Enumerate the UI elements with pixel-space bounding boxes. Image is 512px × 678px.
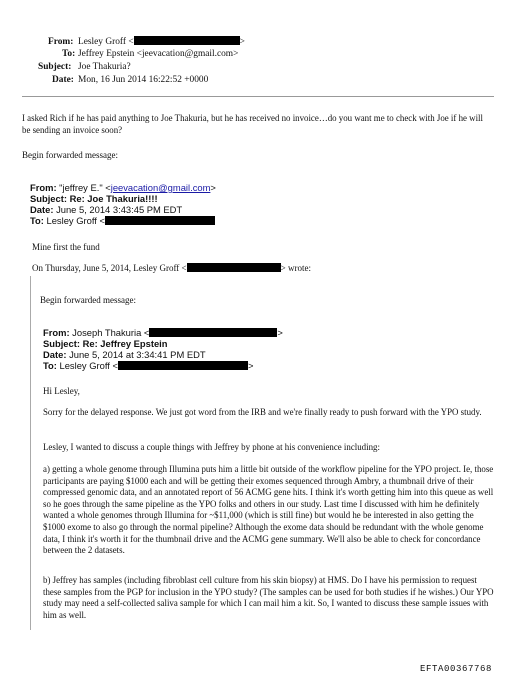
- redaction-box: [149, 328, 277, 337]
- fwd2-date-value: June 5, 2014 at 3:34:41 PM EDT: [69, 349, 206, 360]
- fwd2-from-value: Joseph Thakuria <: [72, 327, 150, 338]
- fwd1-from-tail: >: [210, 182, 216, 193]
- redaction-box: [105, 216, 215, 225]
- letter-paragraph-2: Lesley, I wanted to discuss a couple things with Jeffrey by phone at his convenience including:: [43, 442, 380, 452]
- fwd1-to-value: Lesley Groff <: [46, 215, 105, 226]
- fwd2-from-label: From:: [43, 327, 70, 338]
- begin-forwarded-1: Begin forwarded message:: [22, 150, 118, 160]
- letter-paragraph-1: Sorry for the delayed response. We just got word from the IRB and we're finally ready to push forward with the YPO study.: [43, 407, 482, 417]
- body-paragraph: I asked Rich if he has paid anything to Joe Thakuria, but he has received no invoice…do you want me to check with Joe if he will be sending an invoice soon?: [22, 113, 483, 135]
- fwd1-subject-row: [30, 193, 158, 204]
- redaction-box: [118, 361, 248, 370]
- fwd2-to-tail: >: [247, 360, 254, 371]
- header-to-value: Jeffrey Epstein <jeevacation@gmail.com>: [78, 49, 239, 59]
- fwd1-to-row: [30, 215, 215, 226]
- header-divider: [22, 96, 494, 97]
- header-date-label: Date:: [52, 75, 74, 85]
- fwd1-wrote-line: [32, 262, 311, 274]
- fwd2-from-row: [43, 327, 283, 338]
- fwd2-date-row: [43, 349, 206, 360]
- header-from-value: Lesley Groff <: [78, 37, 134, 47]
- fwd2-to-row: [43, 360, 253, 371]
- redaction-box: [187, 263, 281, 272]
- begin-forwarded-2: Begin forwarded message:: [40, 295, 136, 305]
- letter-paragraph-4: b) Jeffrey has samples (including fibroblast cell culture from his skin biopsy) at HMS. Do I have his permission to request these samples from the PGP for inclusion in the YPO study? (The samples can be used for both studies if he wishes.) Our YPO study may need a self-collected saliva sample for which I can mail him a kit. So, I wanted to discuss these sample issues with him as well.: [43, 575, 494, 620]
- fwd1-from-row: [30, 182, 216, 193]
- fwd2-date-label: Date:: [43, 349, 67, 360]
- fwd1-wrote-post: > wrote:: [280, 263, 311, 273]
- fwd1-email-link[interactable]: jeevacation@gmail.com: [110, 182, 211, 193]
- header-from-label: From:: [48, 37, 74, 47]
- letter-paragraph-3: a) getting a whole genome through Illumina puts him a little bit outside of the workflow pipeline for the YPO project. Ie, those participants are paying $1000 each and will be getting their exomes sequenced through Ambry, a thumbnail drive of their compressed genomic data, and an annotated report of 56 ACMG gene hits. I think it's worth getting him into this queue as well so he goes through the same pipeline as the YPO folks and others in our study. Last time I discussed with him he definitely wanted a whole genomes through Illumina for ~$11,000 (which is still fine) but would he be interested in also getting the $1000 exome to also go through the normal pipeline? Although the exome data should be redundant with the whole genome data, I think it's worth it for the thumbnail drive and the ACMG gene summary. We'll also be able to check for concordance between the 2 datasets.: [43, 464, 494, 556]
- fwd2-to-label: To:: [43, 360, 57, 371]
- fwd1-from-label: From:: [30, 182, 57, 193]
- fwd1-date-value: June 5, 2014 3:43:45 PM EDT: [56, 204, 183, 215]
- fwd2-from-tail: >: [277, 327, 283, 338]
- redaction-box: [134, 36, 240, 45]
- fwd1-date-row: [30, 204, 182, 215]
- fwd1-date-label: Date:: [30, 204, 54, 215]
- fwd1-message-text: Mine first the fund: [32, 242, 100, 252]
- quote-bar: [30, 276, 31, 630]
- fwd2-subject-value: Re: Jeffrey Epstein: [82, 338, 168, 349]
- header-to-label: To:: [62, 49, 76, 59]
- header-date-value: Mon, 16 Jun 2014 16:22:52 +0000: [78, 75, 209, 85]
- header-from-tail: >: [239, 37, 245, 47]
- fwd2-subject-row: [43, 338, 168, 349]
- header-subject-value: Joe Thakuria?: [78, 62, 131, 72]
- fwd1-wrote-pre: On Thursday, June 5, 2014, Lesley Groff <: [32, 263, 187, 273]
- fwd1-subject-label: Subject:: [30, 193, 67, 204]
- letter-greeting: Hi Lesley,: [43, 386, 80, 396]
- fwd2-subject-label: Subject:: [43, 338, 80, 349]
- fwd2-to-value: Lesley Groff <: [59, 360, 118, 371]
- fwd1-to-label: To:: [30, 215, 44, 226]
- fwd1-from-value: "jeffrey E." <: [59, 182, 111, 193]
- fwd1-subject-value: Re: Joe Thakuria!!!!: [69, 193, 158, 204]
- header-subject-label: Subject:: [38, 62, 72, 72]
- bates-number: EFTA00367768: [419, 664, 492, 674]
